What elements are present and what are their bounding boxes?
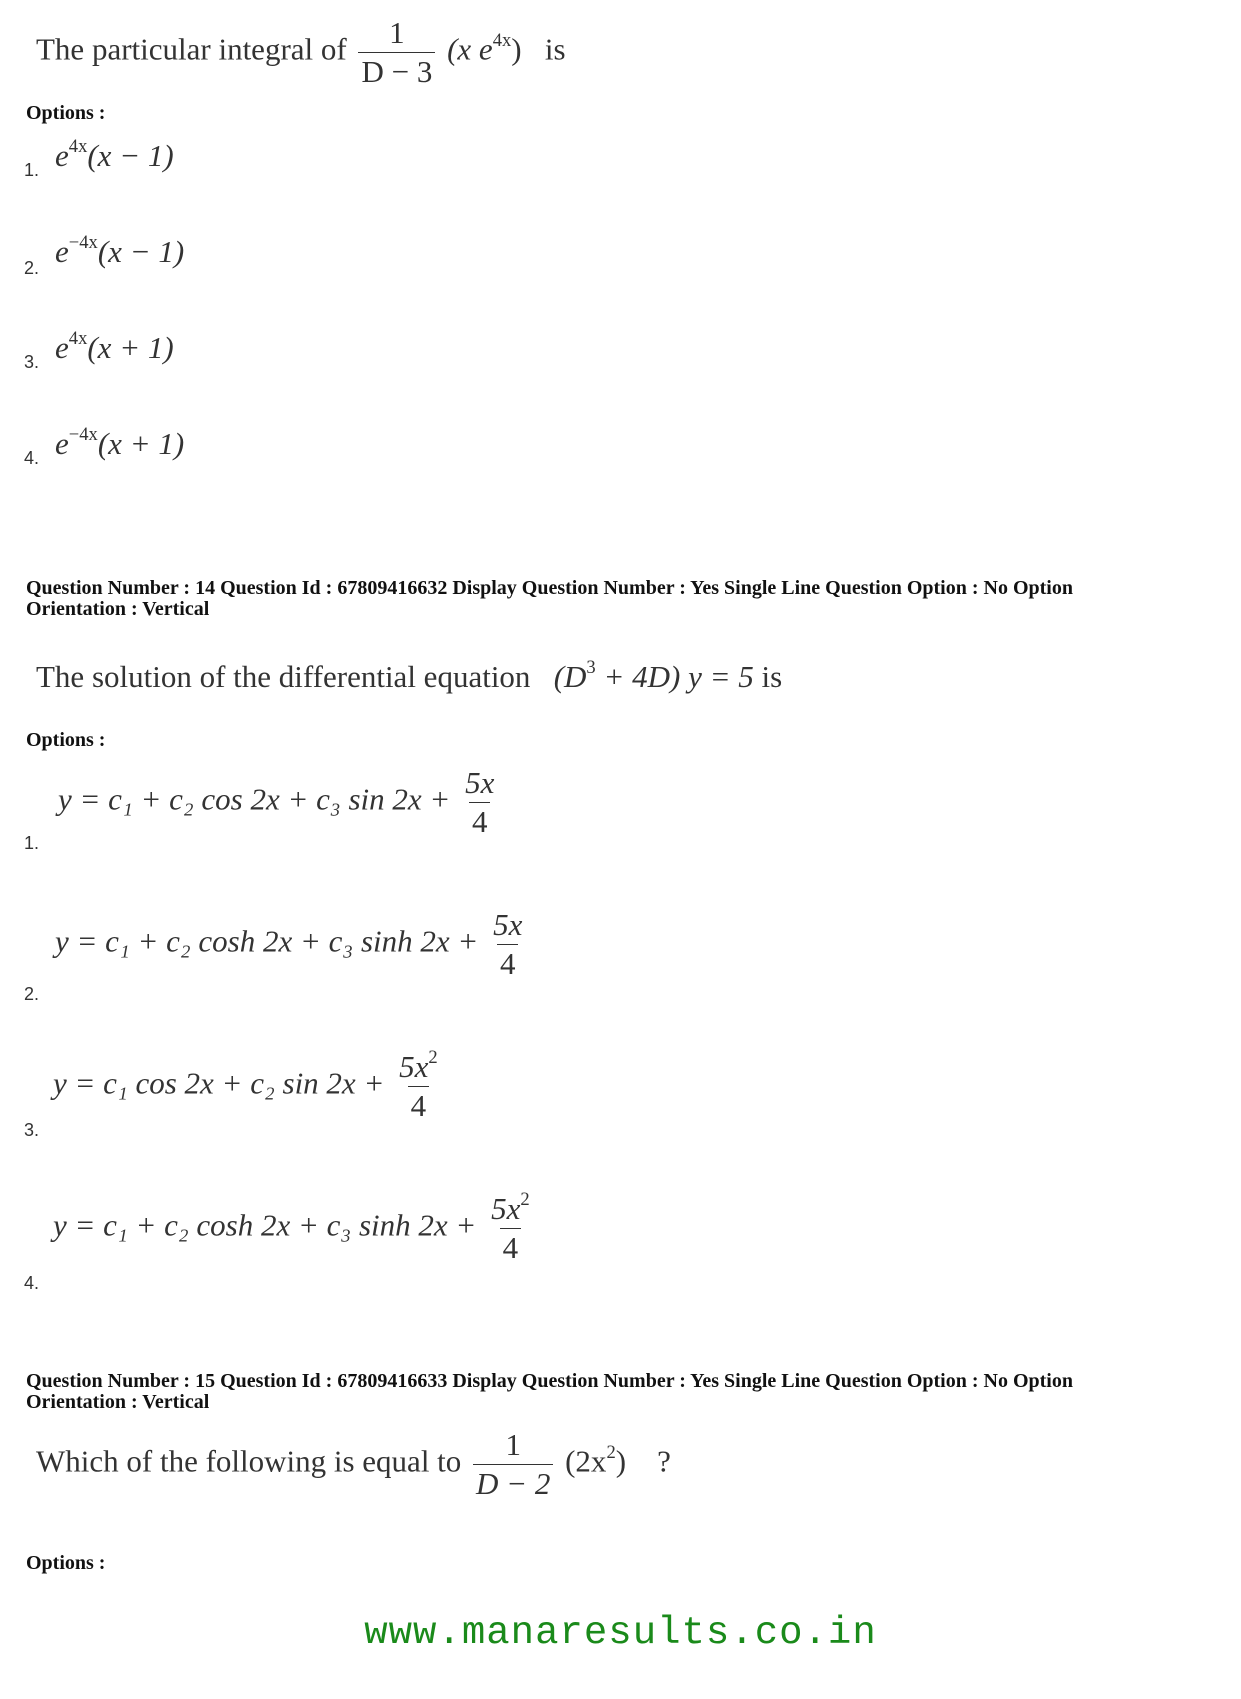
numerator-exponent: 2 bbox=[520, 1188, 530, 1210]
fraction-numerator: 5x bbox=[465, 765, 495, 800]
option-number: 3. bbox=[24, 1120, 40, 1140]
option-base: e bbox=[55, 234, 69, 269]
stem-tail: is bbox=[544, 31, 566, 67]
question-15-stem bbox=[36, 1428, 671, 1501]
option-exponent: −4x bbox=[68, 231, 98, 253]
option-factor: (x − 1) bbox=[97, 234, 185, 269]
stem-argument-close: ) bbox=[511, 31, 522, 67]
fraction-numerator: 1 bbox=[505, 1427, 521, 1462]
option-factor: (x + 1) bbox=[87, 330, 174, 365]
option-factor: (x − 1) bbox=[87, 138, 174, 173]
option-3-math[interactable] bbox=[53, 1046, 445, 1124]
option-fraction bbox=[396, 1046, 441, 1124]
stem-fraction bbox=[473, 1428, 553, 1501]
option-body: y = c₁ + c₂ cosh 2x + c₃ sinh 2x + bbox=[55, 923, 479, 959]
option-body: y = c₁ cos 2x + c₂ sin 2x + bbox=[53, 1065, 385, 1101]
option-4-math[interactable] bbox=[55, 423, 185, 461]
stem-argument-exponent: 4x bbox=[492, 29, 512, 51]
options-label: Options : bbox=[26, 1552, 106, 1574]
fraction-denominator: 4 bbox=[500, 1228, 522, 1265]
option-4-math[interactable] bbox=[53, 1188, 537, 1266]
stem-text: Which of the following is equal to bbox=[36, 1443, 462, 1479]
meta-line: Orientation : Vertical bbox=[26, 598, 210, 620]
option-number: 1. bbox=[24, 833, 40, 853]
stem-tail: ? bbox=[657, 1443, 671, 1479]
fraction-numerator: 1 bbox=[389, 15, 405, 50]
meta-line: Orientation : Vertical bbox=[26, 1391, 210, 1413]
stem-argument-close: ) bbox=[615, 1443, 627, 1479]
option-exponent: 4x bbox=[68, 135, 88, 157]
question-15-meta bbox=[26, 1371, 1206, 1413]
numerator-term: 5x bbox=[399, 1049, 429, 1084]
option-base: e bbox=[55, 426, 69, 461]
stem-equation-exponent: 3 bbox=[586, 656, 596, 678]
option-body: y = c₁ + c₂ cos 2x + c₃ sin 2x + bbox=[58, 781, 451, 817]
option-1-math[interactable] bbox=[55, 135, 174, 173]
fraction-denominator: D − 3 bbox=[358, 52, 435, 89]
option-number: 4. bbox=[24, 448, 40, 468]
meta-line: Question Number : 14 Question Id : 67809416632 Display Question Number : Yes Single Line Question Option : No Option bbox=[26, 577, 1073, 599]
question-14-meta bbox=[26, 578, 1206, 620]
option-base: e bbox=[55, 138, 69, 173]
option-factor: (x + 1) bbox=[97, 426, 185, 461]
stem-tail: is bbox=[761, 659, 783, 694]
question-14-stem bbox=[36, 656, 783, 694]
stem-equation-open: (D bbox=[553, 659, 587, 694]
stem-argument-open: (2x bbox=[565, 1443, 607, 1479]
fraction-numerator bbox=[488, 1188, 533, 1228]
option-body: y = c₁ + c₂ cosh 2x + c₃ sinh 2x + bbox=[53, 1207, 477, 1243]
stem-argument-exponent: 2 bbox=[606, 1441, 616, 1463]
options-label: Options : bbox=[26, 102, 106, 124]
question-13-stem bbox=[36, 16, 566, 89]
stem-fraction bbox=[358, 16, 435, 89]
option-3-math[interactable] bbox=[55, 327, 174, 365]
option-fraction bbox=[488, 1188, 533, 1266]
option-exponent: −4x bbox=[68, 423, 98, 445]
option-exponent: 4x bbox=[68, 327, 88, 349]
fraction-denominator: 4 bbox=[497, 944, 519, 981]
stem-text: The particular integral of bbox=[36, 31, 347, 67]
stem-argument-open: (x e bbox=[447, 31, 493, 67]
option-number: 4. bbox=[24, 1273, 40, 1293]
numerator-exponent: 2 bbox=[428, 1046, 438, 1068]
options-label: Options : bbox=[26, 729, 106, 751]
meta-line: Question Number : 15 Question Id : 67809416633 Display Question Number : Yes Single Line Question Option : No Option bbox=[26, 1370, 1073, 1392]
option-2-math[interactable] bbox=[55, 231, 185, 269]
fraction-numerator: 5x bbox=[493, 907, 523, 942]
option-fraction bbox=[490, 908, 525, 981]
option-1-math[interactable] bbox=[58, 766, 501, 839]
footer-url: www.manaresults.co.in bbox=[364, 1611, 877, 1655]
stem-text: The solution of the differential equation bbox=[36, 659, 531, 694]
option-fraction bbox=[462, 766, 497, 839]
fraction-numerator bbox=[396, 1046, 441, 1086]
fraction-denominator: 4 bbox=[469, 802, 491, 839]
option-number: 2. bbox=[24, 984, 40, 1004]
fraction-denominator: D − 2 bbox=[473, 1464, 553, 1501]
fraction-denominator: 4 bbox=[408, 1086, 430, 1123]
option-number: 3. bbox=[24, 352, 40, 372]
option-base: e bbox=[55, 330, 69, 365]
numerator-term: 5x bbox=[491, 1191, 521, 1226]
stem-equation-rest: + 4D) y = 5 bbox=[595, 659, 754, 694]
option-number: 2. bbox=[24, 258, 40, 278]
option-number: 1. bbox=[24, 160, 40, 180]
option-2-math[interactable] bbox=[55, 908, 529, 981]
